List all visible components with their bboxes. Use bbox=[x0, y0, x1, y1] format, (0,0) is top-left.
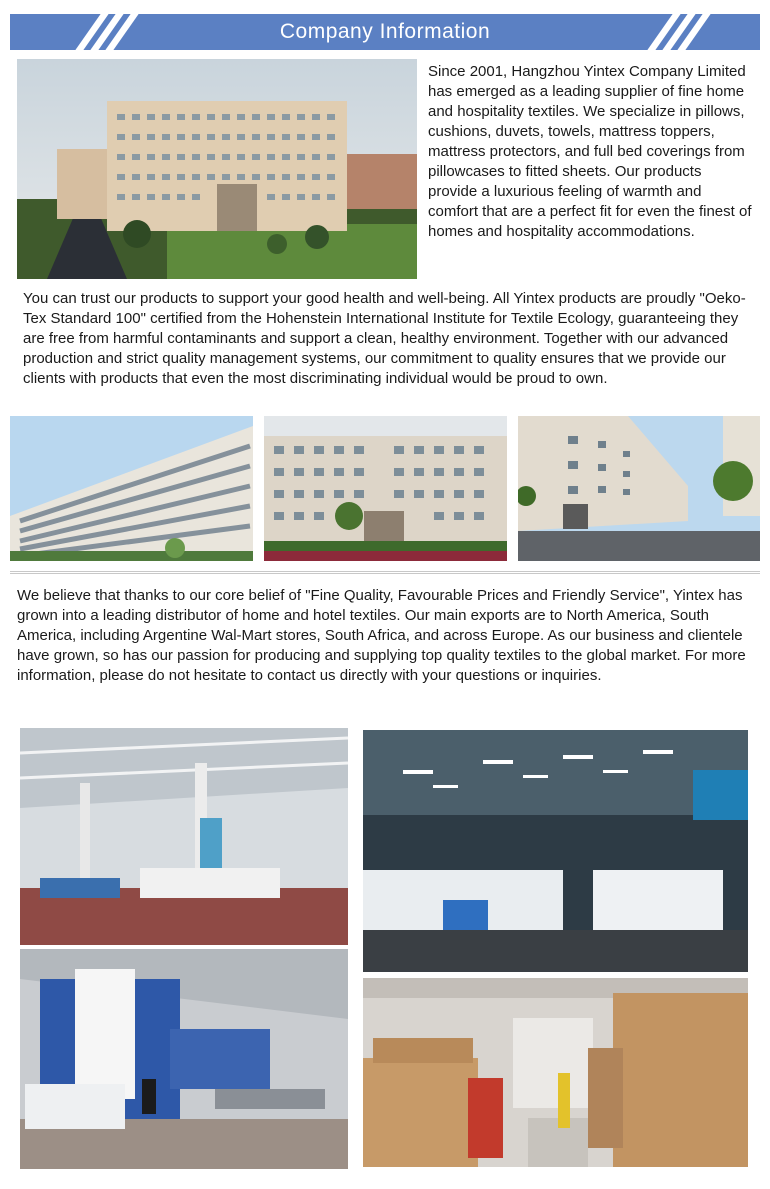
page-title: Company Information bbox=[279, 20, 491, 43]
belief-text-block bbox=[17, 586, 759, 686]
section-divider bbox=[10, 571, 760, 575]
building-photo-2 bbox=[264, 416, 507, 561]
building-photo-1 bbox=[10, 416, 253, 561]
weaving-looms-photo bbox=[363, 730, 748, 972]
section-header-banner bbox=[10, 14, 760, 50]
intro-paragraph: Since 2001, Hangzhou Yintex Company Limited has emerged as a leading supplier of fine home and hospitality textiles. We specialize in pillows, cushions, duvets, towels, mattress toppers, mattress protectors, and full bed coverings from pillowcases to fitted sheets. Our products provide a luxurious feeling of warmth and comfort that are a perfect fit for even the finest of homes and hospitality accommodations. bbox=[428, 63, 752, 240]
textile-finishing-photo bbox=[20, 949, 348, 1169]
headquarters-photo bbox=[17, 59, 417, 279]
quality-text-block bbox=[23, 289, 757, 389]
carton-storage-photo bbox=[363, 978, 748, 1167]
warehouse-interior-photo bbox=[20, 728, 348, 945]
belief-paragraph: We believe that thanks to our core belief of "Fine Quality, Favourable Prices and Friendly Service", Yintex has grown into a leading distributor of home and hotel textiles. Our main exports are to North America, South America, including Argentine Wal-Mart stores, South Africa, and across Europe. As our business and clientele have grown, so has our passion for producing and supplying top quality textiles to the global market. For more information, please do not hesitate to contact us directly with your questions or inquiries. bbox=[17, 587, 746, 684]
intro-text-block bbox=[428, 62, 754, 242]
building-photo-3 bbox=[518, 416, 760, 561]
quality-paragraph: You can trust our products to support your good health and well-being. All Yintex products are proudly "Oeko-Tex Standard 100" certified from the Hohenstein International Institute for Textile Ecology, guaranteeing they are free from harmful contaminants and support a clean, healthy environment. Together with our advanced production and strict quality management systems, our commitment to quality ensures that we provide our clients with products that even the most discriminating individual would be proud to own. bbox=[23, 290, 746, 387]
